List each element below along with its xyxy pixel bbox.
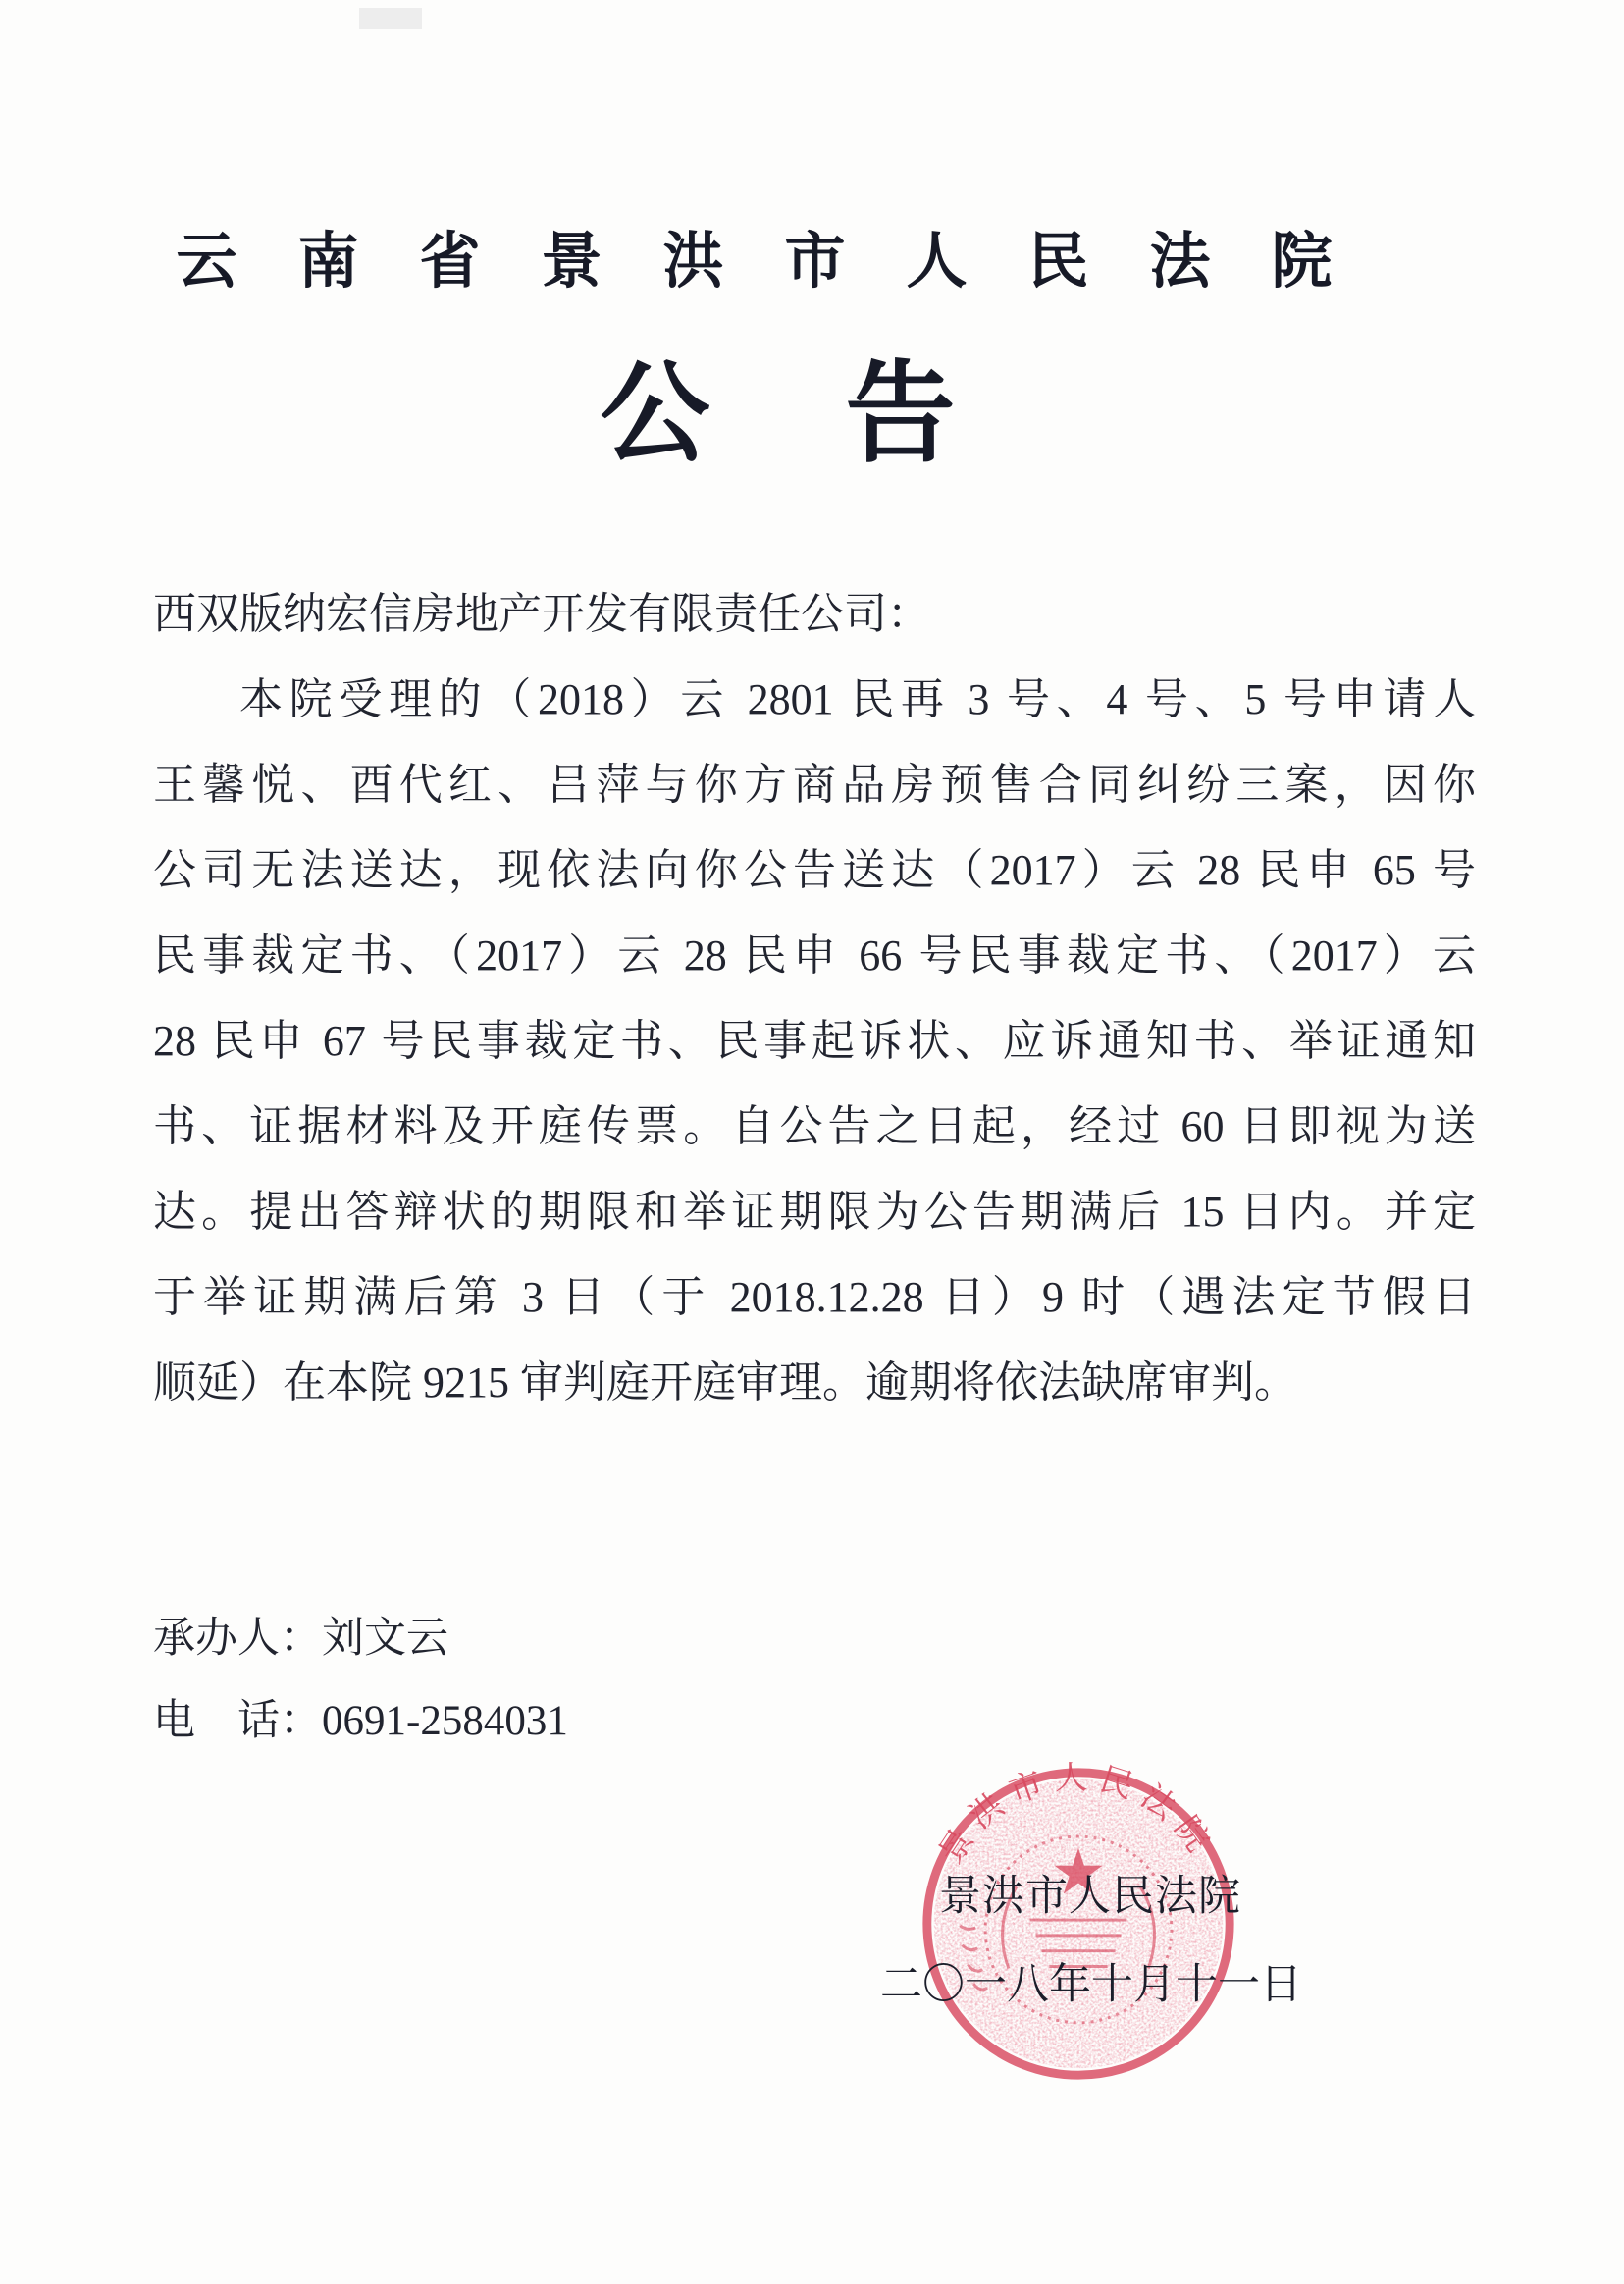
addressee-line: 西双版纳宏信房地产开发有限责任公司：: [153, 590, 930, 638]
notice-title-heading: 公告: [600, 354, 1091, 476]
body-line: 于举证期满后第 3 日（于 2018.12.28 日）9 时（遇法定节假日: [153, 1273, 1476, 1321]
body-line: 顺延）在本院 9215 审判庭开庭审理。逾期将依法缺席审判。: [153, 1358, 1297, 1407]
body-line: 28 民申 67 号民事裁定书、民事起诉状、应诉通知书、举证通知: [153, 1017, 1476, 1065]
handler-label: 承办人：: [153, 1616, 322, 1662]
court-name-heading: 云南省景洪市人民法院: [176, 229, 1393, 295]
contact-block: [153, 1598, 568, 1763]
court-seal-stamp: [914, 1759, 1243, 2089]
body-line: 达。提出答辩状的期限和举证期限为公告期满后 15 日内。并定: [153, 1188, 1476, 1236]
phone-line: [153, 1680, 568, 1763]
seal-arc-text: 景洪市人民法院: [932, 1760, 1222, 1871]
handler-name: 刘文云: [322, 1616, 448, 1662]
notice-body: [153, 571, 1476, 1425]
signature-court-name: 景洪市人民法院: [939, 1874, 1241, 1920]
handler-line: [153, 1598, 568, 1680]
body-line: 民事裁定书、（2017）云 28 民申 66 号民事裁定书、（2017）云: [153, 931, 1476, 980]
phone-label: 电 话：: [153, 1698, 322, 1744]
body-line: 书、证据材料及开庭传票。自公告之日起，经过 60 日即视为送: [153, 1102, 1476, 1150]
signature-date: 二〇一八年十月十一日: [880, 1962, 1302, 2008]
body-line: 公司无法送达，现依法向你公告送达（2017）云 28 民申 65 号: [153, 846, 1476, 894]
phone-number: 0691-2584031: [322, 1698, 568, 1744]
body-line: 王馨悦、酉代红、吕萍与你方商品房预售合同纠纷三案，因你: [153, 761, 1476, 809]
body-line: 本院受理的（2018）云 2801 民再 3 号、4 号、5 号申请人: [239, 675, 1476, 723]
scan-artifact: [359, 8, 422, 29]
